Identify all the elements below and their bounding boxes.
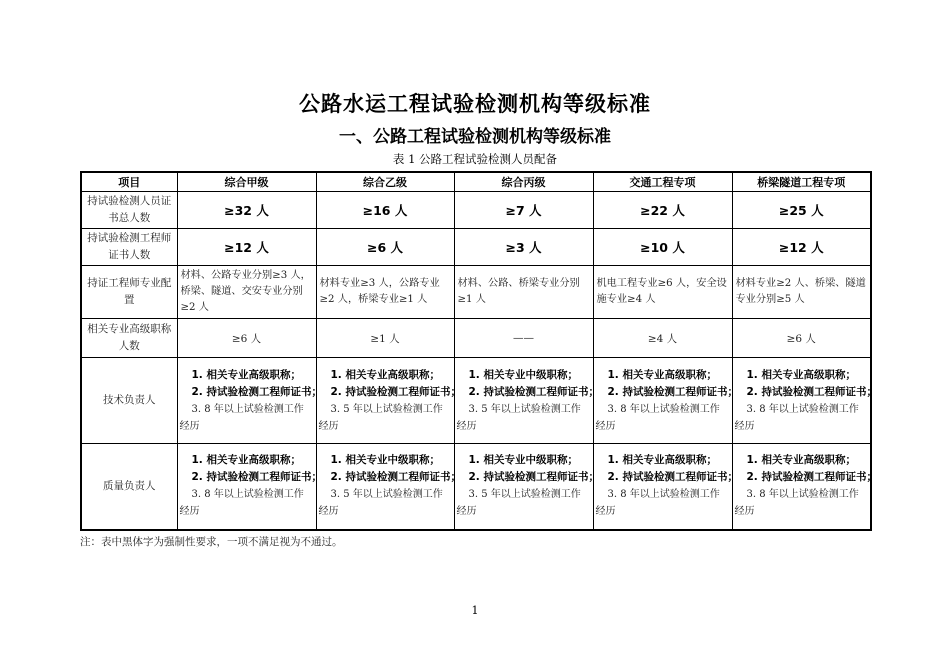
requirement-line: 2. 持试验检测工程师证书；: [746, 471, 877, 484]
table-cell: ≥10 人: [593, 229, 732, 266]
requirement-line: 1. 相关专业中级职称；: [330, 454, 440, 467]
table-row: [81, 229, 871, 266]
table-cell: 材料、公路、桥梁专业分别≥1 人: [454, 266, 593, 319]
requirement-line: 3. 8 年以上试验检测工作经历: [179, 489, 304, 518]
table-cell: ≥6 人: [177, 319, 316, 358]
requirement-line: 3. 8 年以上试验检测工作经历: [595, 489, 720, 518]
table-cell: ≥12 人: [177, 229, 316, 266]
table-cell: ≥16 人: [316, 192, 454, 229]
row-label: 质量负责人: [81, 444, 177, 530]
table-cell: [316, 358, 461, 444]
table-cell: 材料、公路专业分别≥3 人，桥梁、隧道、交安专业分别≥2 人: [177, 266, 316, 319]
table-cell: 材料专业≥2 人、桥梁、隧道专业分别≥5 人: [732, 266, 871, 319]
table-cell: ——: [454, 319, 593, 358]
requirement-line: 2. 持试验检测工程师证书；: [468, 471, 599, 484]
table-cell: ≥6 人: [732, 319, 871, 358]
staffing-table: [80, 171, 877, 531]
table-cell: 材料专业≥3 人，公路专业≥2 人，桥梁专业≥1 人: [316, 266, 454, 319]
column-header: 综合乙级: [316, 172, 454, 192]
column-header: 项目: [81, 172, 177, 192]
table-note: 注：表中黑体字为强制性要求，一项不满足视为不通过。: [80, 536, 343, 548]
table-cell: [732, 358, 877, 444]
table-row: [81, 444, 871, 530]
table-cell: ≥4 人: [593, 319, 732, 358]
row-label: 持试验检测工程师证书人数: [81, 229, 177, 266]
table-cell: [732, 444, 877, 530]
table-row: [81, 358, 871, 444]
row-label: 持证工程师专业配置: [81, 266, 177, 319]
requirement-line: 3. 8 年以上试验检测工作经历: [734, 489, 859, 518]
table-cell: [316, 444, 461, 530]
requirement-line: 2. 持试验检测工程师证书；: [191, 385, 322, 398]
table-cell: [593, 444, 738, 530]
column-header: 桥梁隧道工程专项: [732, 172, 871, 192]
table-cell: ≥7 人: [454, 192, 593, 229]
table-row: [81, 266, 871, 319]
table-row: [81, 319, 871, 358]
table-cell: [454, 444, 599, 530]
column-header: 综合甲级: [177, 172, 316, 192]
row-label: 相关专业高级职称人数: [81, 319, 177, 358]
table-cell: ≥6 人: [316, 229, 454, 266]
row-label: 持试验检测人员证书总人数: [81, 192, 177, 229]
row-label: 技术负责人: [81, 358, 177, 444]
requirement-line: 3. 8 年以上试验检测工作经历: [734, 403, 859, 432]
requirement-line: 2. 持试验检测工程师证书；: [330, 471, 461, 484]
requirement-line: 2. 持试验检测工程师证书；: [330, 385, 461, 398]
table-cell: [177, 358, 322, 444]
requirement-line: 2. 持试验检测工程师证书；: [607, 385, 738, 398]
column-header: 交通工程专项: [593, 172, 732, 192]
table-cell: ≥32 人: [177, 192, 316, 229]
requirement-line: 2. 持试验检测工程师证书；: [191, 471, 322, 484]
column-header: 综合丙级: [454, 172, 593, 192]
requirement-line: 3. 8 年以上试验检测工作经历: [179, 403, 304, 432]
requirement-line: 2. 持试验检测工程师证书；: [607, 471, 738, 484]
requirement-line: 3. 8 年以上试验检测工作经历: [595, 403, 720, 432]
requirement-line: 1. 相关专业高级职称；: [330, 368, 440, 381]
requirement-line: 1. 相关专业高级职称；: [607, 454, 717, 467]
requirement-line: 1. 相关专业高级职称；: [607, 368, 717, 381]
table-cell: ≥22 人: [593, 192, 732, 229]
section-title: 一、公路工程试验检测机构等级标准: [339, 127, 611, 147]
table-cell: ≥12 人: [732, 229, 871, 266]
requirement-line: 3. 5 年以上试验检测工作经历: [318, 489, 443, 518]
table-cell: [593, 358, 738, 444]
table-caption: 表 1 公路工程试验检测人员配备: [392, 152, 558, 166]
table-header-row: [81, 172, 871, 192]
table-cell: ≥3 人: [454, 229, 593, 266]
table-cell: 机电工程专业≥6 人，安全设施专业≥4 人: [593, 266, 732, 319]
requirement-line: 3. 5 年以上试验检测工作经历: [318, 403, 443, 432]
requirement-line: 1. 相关专业高级职称；: [746, 368, 856, 381]
table-cell: [177, 444, 322, 530]
table-cell: ≥25 人: [732, 192, 871, 229]
requirement-line: 3. 5 年以上试验检测工作经历: [456, 489, 581, 518]
requirement-line: 3. 5 年以上试验检测工作经历: [456, 403, 581, 432]
document-title: 公路水运工程试验检测机构等级标准: [299, 92, 651, 116]
requirement-line: 1. 相关专业中级职称；: [468, 454, 578, 467]
requirement-line: 2. 持试验检测工程师证书；: [468, 385, 599, 398]
requirement-line: 1. 相关专业高级职称；: [746, 454, 856, 467]
table-row: [81, 192, 871, 229]
requirement-line: 2. 持试验检测工程师证书；: [746, 385, 877, 398]
requirement-line: 1. 相关专业高级职称；: [191, 368, 301, 381]
requirement-line: 1. 相关专业高级职称；: [191, 454, 301, 467]
requirement-line: 1. 相关专业中级职称；: [468, 368, 578, 381]
page-number: 1: [471, 604, 479, 617]
table-cell: ≥1 人: [316, 319, 454, 358]
table-cell: [454, 358, 599, 444]
